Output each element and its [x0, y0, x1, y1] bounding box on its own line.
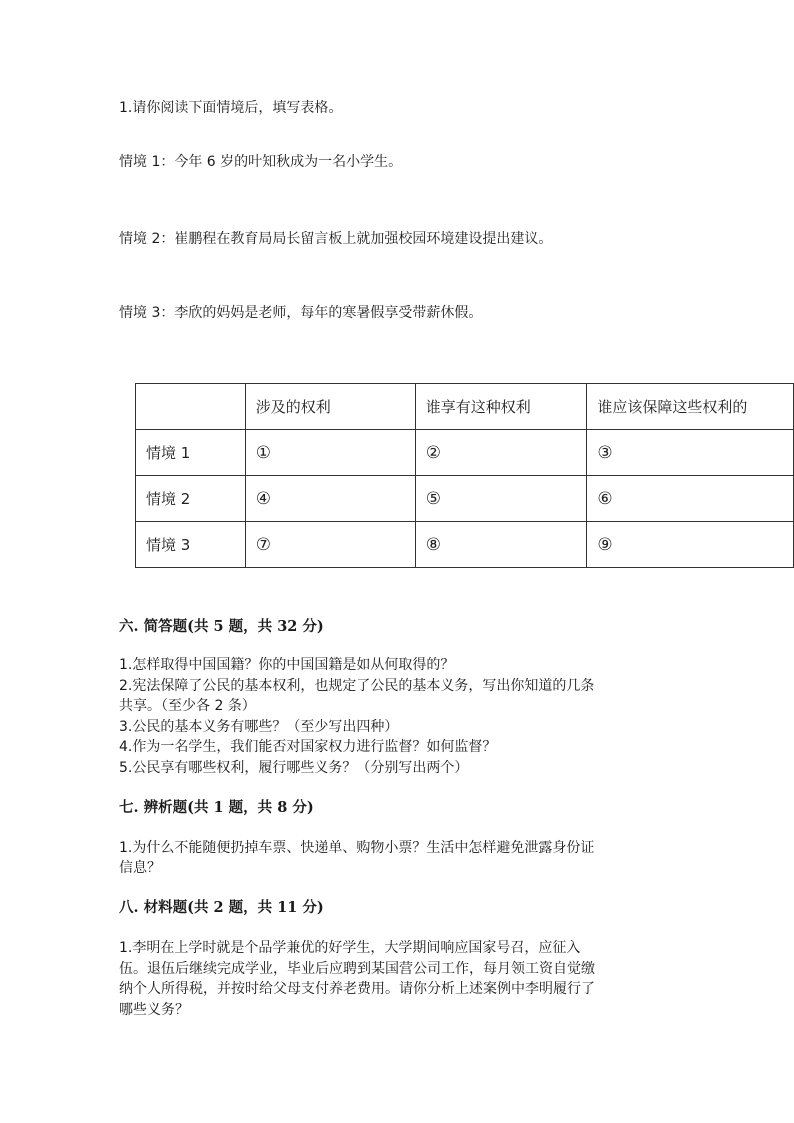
- answer-blank: ⑨: [587, 522, 794, 568]
- question-line: 1.李明在上学时就是个品学兼优的好学生，大学期间响应国家号召，应征入: [119, 940, 581, 956]
- answer-blank: ⑤: [415, 476, 587, 522]
- scenario-3: 情境 3：李欣的妈妈是老师，每年的寒暑假享受带薪休假。: [119, 305, 483, 321]
- question-instruction: 1.请你阅读下面情境后，填写表格。: [119, 100, 343, 116]
- section-8-title: 八. 材料题(共 2 题，共 11 分): [119, 899, 324, 916]
- table-header-row: [136, 384, 794, 430]
- table-header-cell: 谁享有这种权利: [415, 384, 587, 430]
- question-line: 1.为什么不能随便扔掉车票、快递单、购物小票？生活中怎样避免泄露身份证: [119, 840, 595, 856]
- question-line: 纳个人所得税，并按时给父母支付养老费用。请你分析上述案例中李明履行了: [119, 981, 595, 997]
- question-line: 2.宪法保障了公民的基本权利，也规定了公民的基本义务，写出你知道的几条: [119, 678, 595, 694]
- answer-blank: ④: [245, 476, 415, 522]
- question-line: 伍。退伍后继续完成学业，毕业后应聘到某国营公司工作，每月领工资自觉缴: [119, 961, 595, 977]
- answer-blank: ⑦: [245, 522, 415, 568]
- table-header-cell: 谁应该保障这些权利的: [587, 384, 794, 430]
- answer-blank: ⑧: [415, 522, 587, 568]
- answer-blank: ①: [245, 430, 415, 476]
- question-line: 4.作为一名学生，我们能否对国家权力进行监督？如何监督？: [119, 739, 497, 755]
- section-7-title: 七. 辨析题(共 1 题，共 8 分): [119, 799, 314, 816]
- question-line: 信息？: [119, 860, 161, 876]
- question-line: 1.怎样取得中国国籍？你的中国国籍是如从何取得的？: [119, 657, 455, 673]
- row-label: 情境 3: [136, 522, 246, 568]
- table-row: [136, 522, 794, 568]
- rights-table: [135, 383, 794, 568]
- table-row: [136, 476, 794, 522]
- table-row: [136, 430, 794, 476]
- section-6-title: 六. 简答题(共 5 题，共 32 分): [119, 618, 324, 635]
- table-header-cell: 涉及的权利: [245, 384, 415, 430]
- question-line: 5.公民享有哪些权利，履行哪些义务？（分别写出两个）: [119, 760, 469, 776]
- answer-blank: ③: [587, 430, 794, 476]
- row-label: 情境 1: [136, 430, 246, 476]
- question-line: 3.公民的基本义务有哪些？（至少写出四种）: [119, 719, 399, 735]
- answer-blank: ⑥: [587, 476, 794, 522]
- scenario-1: 情境 1：今年 6 岁的叶知秋成为一名小学生。: [119, 154, 403, 170]
- row-label: 情境 2: [136, 476, 246, 522]
- question-line: 共享。（至少各 2 条）: [119, 698, 256, 714]
- answer-blank: ②: [415, 430, 587, 476]
- question-line: 哪些义务？: [119, 1002, 189, 1018]
- table-header-cell: [136, 384, 246, 430]
- scenario-2: 情境 2：崔鹏程在教育局局长留言板上就加强校园环境建设提出建议。: [119, 231, 553, 247]
